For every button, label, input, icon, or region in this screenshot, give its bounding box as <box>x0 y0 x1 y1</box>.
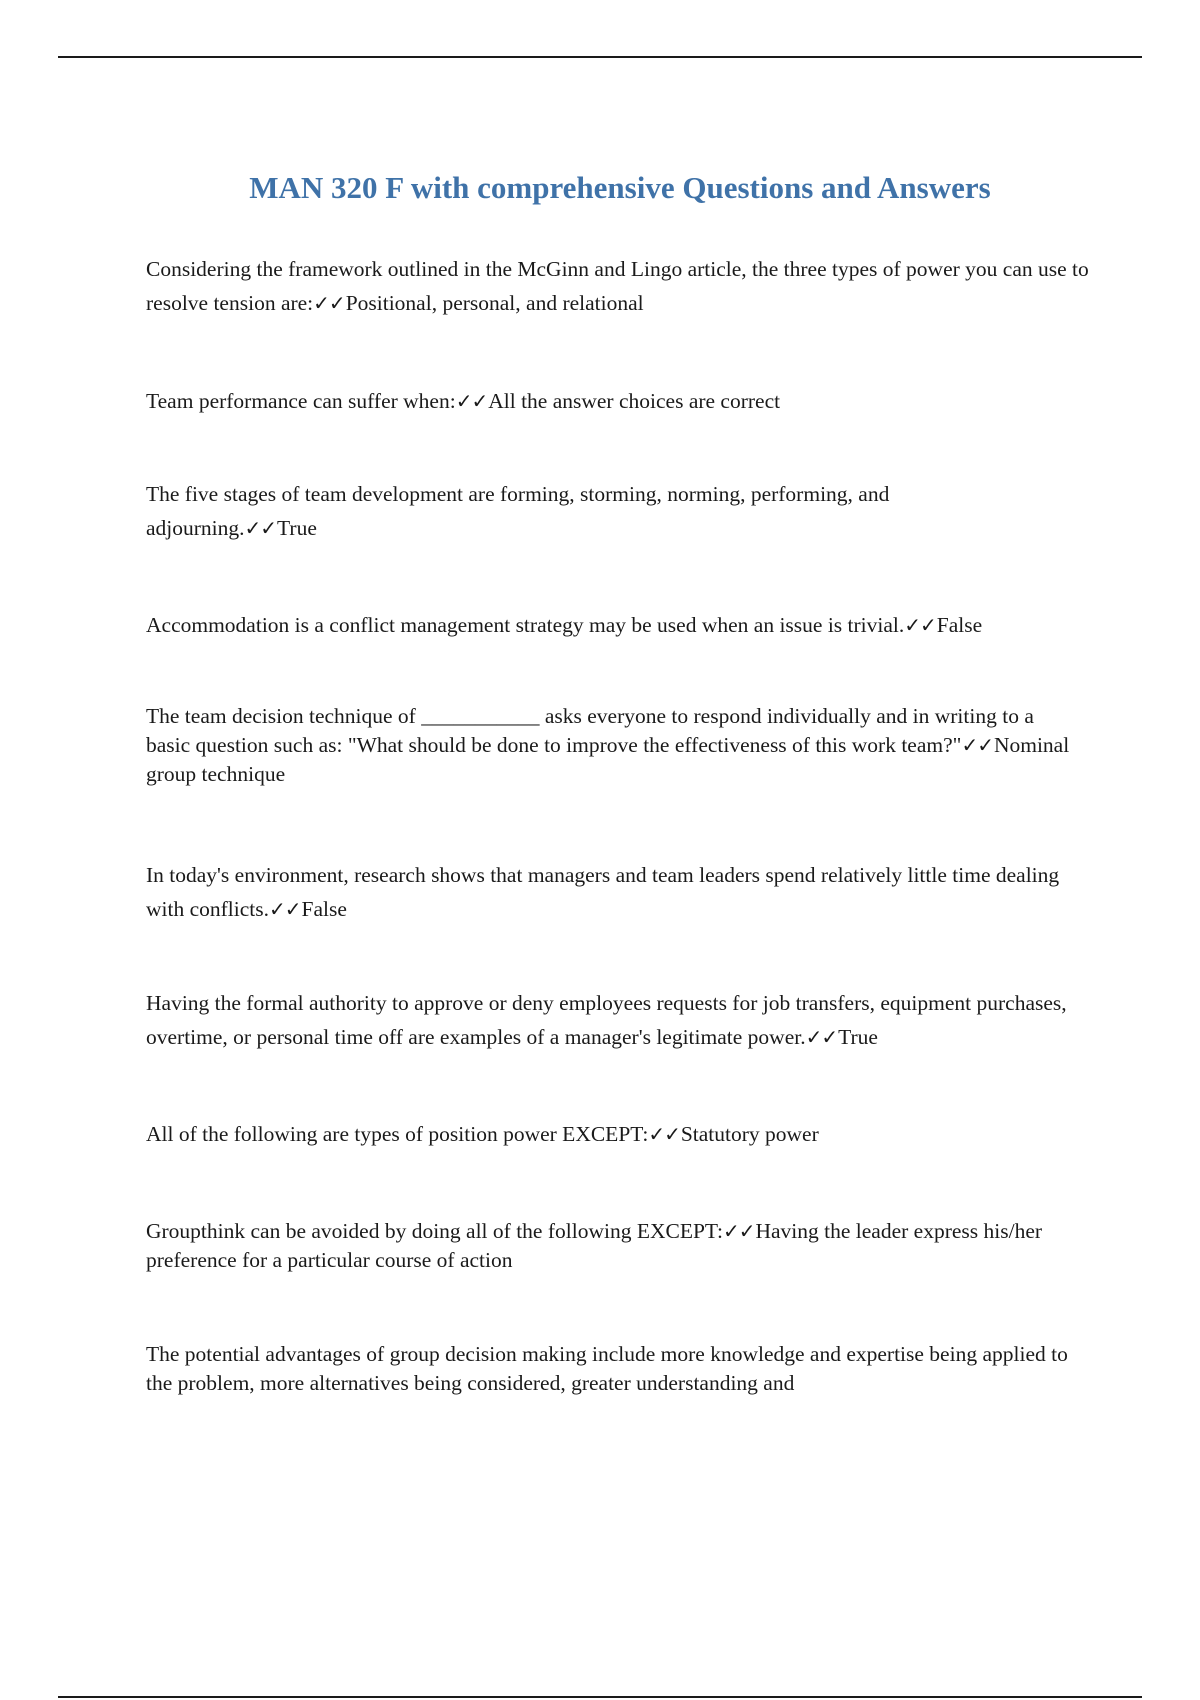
checkmark-icon: ✓✓ <box>648 1122 680 1146</box>
qa-item-10 <box>146 1340 1096 1398</box>
qa-item-8 <box>146 1117 1096 1151</box>
answer-text: True <box>838 1025 878 1049</box>
qa-item-4 <box>146 608 1146 642</box>
question-text: Groupthink can be avoided by doing all of the following EXCEPT: <box>146 1219 723 1243</box>
qa-item-5 <box>146 702 1076 789</box>
checkmark-icon: ✓✓ <box>805 1025 838 1049</box>
qa-item-7 <box>146 986 1126 1054</box>
checkmark-icon: ✓✓ <box>904 613 936 637</box>
answer-text: All the answer choices are correct <box>488 389 781 413</box>
answer-text: Nominal group technique <box>146 733 1070 786</box>
checkmark-icon: ✓✓ <box>244 516 277 540</box>
answer-text: False <box>936 613 983 637</box>
question-text: Considering the framework outlined in the McGinn and Lingo article, the three types of power you can use to resolve tension are: <box>146 257 1089 315</box>
question-text: Accommodation is a conflict management strategy may be used when an issue is trivial. <box>146 613 905 637</box>
header-rule <box>58 56 1142 58</box>
answer-text: Statutory power <box>680 1122 819 1146</box>
question-text: The five stages of team development are forming, storming, norming, performing, and adjourning. <box>146 482 890 540</box>
answer-text: False <box>301 897 347 921</box>
qa-item-2 <box>146 384 1096 418</box>
question-text: The team decision technique of ___________ asks everyone to respond individually and in writing to a basic question such as: "What should be done to improve the effectiveness of this work team?" <box>146 704 1034 757</box>
answer-text: True <box>277 516 317 540</box>
answer-text: Having the leader express his/her preference for a particular course of action <box>146 1219 1043 1272</box>
qa-item-3 <box>146 477 1016 545</box>
qa-item-9 <box>146 1217 1096 1275</box>
checkmark-icon: ✓✓ <box>313 291 345 315</box>
checkmark-icon: ✓✓ <box>269 897 301 921</box>
answer-text: Positional, personal, and relational <box>345 291 644 315</box>
question-text: Having the formal authority to approve or deny employees requests for job transfers, equipment purchases, overtime, or personal time off are examples of a manager's legitimate power. <box>146 991 1067 1049</box>
document-title: MAN 320 F with comprehensive Questions and Answers <box>249 170 991 205</box>
qa-item-1 <box>146 252 1096 320</box>
checkmark-icon: ✓✓ <box>455 389 488 413</box>
question-text: The potential advantages of group decision making include more knowledge and expertise being applied to the problem, more alternatives being considered, greater understanding and <box>146 1342 1068 1395</box>
qa-item-6 <box>146 858 1066 926</box>
checkmark-icon: ✓✓ <box>722 1219 755 1243</box>
question-text: All of the following are types of position power EXCEPT: <box>146 1122 649 1146</box>
question-text: In today's environment, research shows that managers and team leaders spend relatively little time dealing with conflicts. <box>146 863 1060 921</box>
question-text: Team performance can suffer when: <box>146 389 456 413</box>
footer-rule <box>58 1696 1142 1698</box>
checkmark-icon: ✓✓ <box>961 733 993 757</box>
